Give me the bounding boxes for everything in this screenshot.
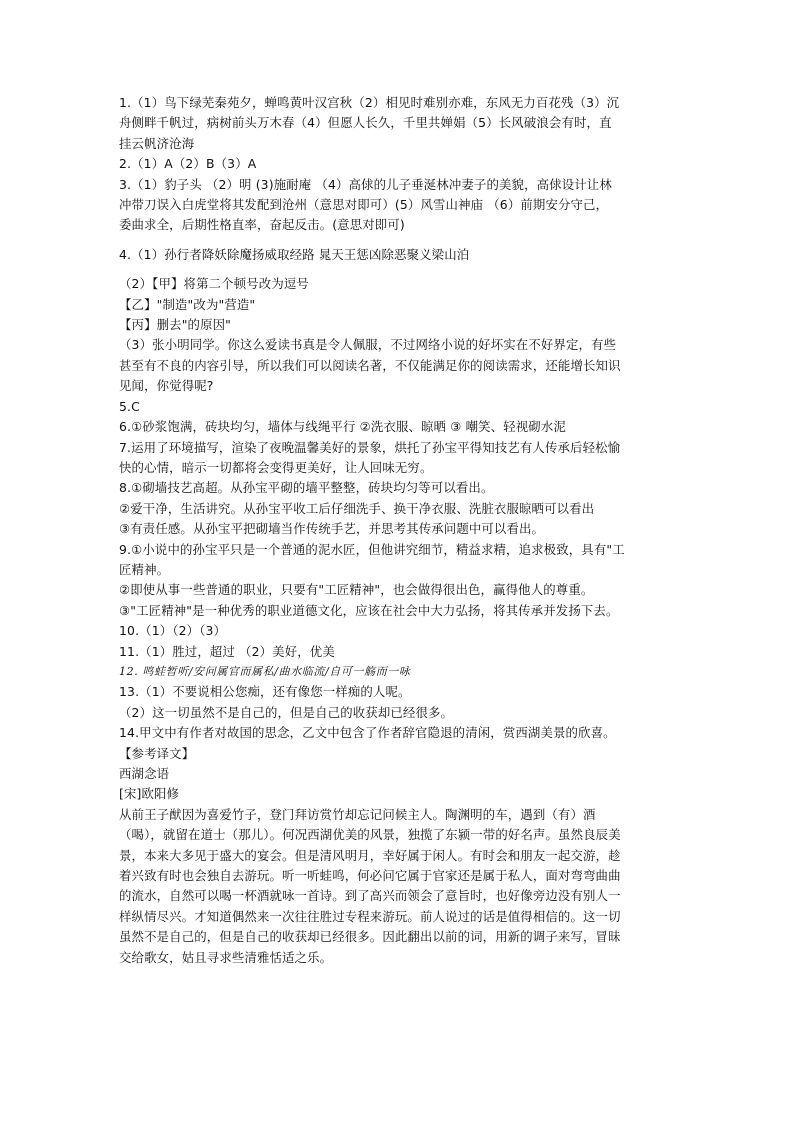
text-line: （2）【甲】将第二个顿号改为逗号: [119, 276, 309, 292]
text-line: ②爱干净，生活讲究。从孙宝平收工后仔细洗手、换干净衣服、洗脏衣服晾晒可以看出: [119, 500, 595, 516]
text-line: 8.①砌墙技艺高超。从孙宝平砌的墙平整整，砖块均匀等可以看出。: [119, 480, 494, 496]
text-line: 快的心情，暗示一切都将会变得更美好，让人回味无穷。: [119, 459, 433, 475]
text-line: ③"工匠精神"是一种优秀的职业道德文化，应该在社会中大力弘扬，将其传承并发扬下去。: [119, 602, 619, 618]
text-line: 的流水，自然可以喝一杯酒就咏一首诗。到了高兴而领会了意旨时，也好像旁边没有别人一: [119, 888, 621, 904]
text-line: 1.（1）鸟下绿芜秦苑夕，蝉鸣黄叶汉宫秋（2）相见时难别亦难，东风无力百花残（3）沉: [119, 95, 620, 110]
text-line: 【丙】删去"的原因": [119, 317, 232, 333]
text-line: 13.（1）不要说相公您痴，还有像您一样痴的人呢。: [119, 684, 411, 700]
text-line: 3.（1）豹子头 （2）明 (3)施耐庵 （4）高俅的儿子垂涎林冲妻子的美貌，高俅设计让林: [119, 176, 612, 192]
text-line: 11.（1）胜过，超过 （2）美好，优美: [119, 643, 335, 659]
text-line: 委曲求全，后期性格直率，奋起反击。(意思对即可): [119, 217, 405, 233]
text-line: 【乙】"制造"改为"营造": [119, 296, 256, 312]
poem-title: 西湖念语: [119, 766, 170, 781]
text-line: ②即使从事一些普通的职业，只要有"工匠精神"，也会做得很出色，赢得他人的尊重。: [119, 582, 594, 598]
text-line: 4.（1）孙行者降妖除魔扬威取经路 晁天王惩凶除恶聚义梁山泊: [119, 246, 470, 262]
text-line: 甚至有不良的内容引导，所以我们可以阅读名著，不仅能满足你的阅读需求，还能增长知识: [119, 357, 621, 373]
text-line: 从前王子猷因为喜爱竹子，登门拜访赏竹却忘记问候主人。陶渊明的车，遇到（有）酒: [119, 806, 596, 822]
text-line: （3）张小明同学。你这么爱读书真是令人佩服，不过网络小说的好坏实在不好界定，有些: [119, 337, 617, 353]
text-line: 2.（1）A（2）B（3）A: [119, 156, 257, 172]
text-line: 匠精神。: [119, 561, 170, 577]
text-line: 9.①小说中的孙宝平只是一个普通的泥水匠，但他讲究细节，精益求精，追求极致，具有"工: [119, 541, 625, 557]
section-heading: 【参考译文】: [119, 745, 195, 761]
text-line: 见闻，你觉得呢?: [119, 378, 214, 394]
text-line: （喝），就留在道士（那儿）。何况西湖优美的风景，独揽了东颍一带的好名声。虽然良辰美: [119, 827, 621, 843]
text-line: 交给歌女，姑且寻求些清雅恬适之乐。: [119, 949, 333, 965]
text-line: （2）这一切虽然不是自己的，但是自己的收获却已经很多。: [119, 704, 454, 720]
text-line: 7.运用了环境描写，渲染了夜晚温馨美好的景象，烘托了孙宝平得知技艺有人传承后轻松愉: [119, 439, 621, 455]
text-line: 冲带刀误入白虎堂将其发配到沧州（意思对即可）(5）风雪山神庙 （6）前期安分守己，: [119, 197, 609, 213]
poem-author: [宋]欧阳修: [119, 786, 180, 802]
text-line: 样纵情尽兴。才知道偶然来一次往往胜过专程来游玩。前人说过的话是值得相信的。这一切: [119, 908, 621, 924]
text-line: 景，本来大多见于盛大的宴会。但是清风明月，幸好属于闲人。有时会和朋友一起交游，趁: [119, 847, 621, 863]
text-line: 6.①砂浆饱满，砖块均匀，墙体与线绳平行 ②洗衣服、晾晒 ③ 嘲笑、轻视砌水泥: [119, 419, 566, 435]
text-line: ③有责任感。从孙宝平把砌墙当作传统手艺，并思考其传承问题中可以看出。: [119, 521, 545, 537]
text-line: 着兴致有时也会独自去游玩。听一听蛙鸣，何必问它属于官家还是属于私人，面对弯弯曲曲: [119, 868, 621, 884]
text-line: 14.甲文中有作者对故国的思念，乙文中包含了作者辞官隐退的清闲，赏西湖美景的欣喜。: [119, 725, 616, 741]
text-line: 挂云帆济沧海: [119, 135, 195, 151]
text-line: 5.C: [119, 398, 140, 414]
text-line: 舟侧畔千帆过，病树前头万木春（4）但愿人长久，千里共婵娟（5）长风破浪会有时，直: [119, 115, 612, 131]
text-line: 虽然不是自己的，但是自己的收获却已经很多。因此翻出以前的词，用新的调子来写，冒昧: [119, 929, 621, 945]
text-line-handwritten-style: 12. 鸣蛙暂听/安问属官而属私/曲水临流/自可一觞而一咏: [119, 664, 411, 678]
text-line: 10.（1）（2）（3）: [119, 623, 227, 639]
answer-document: [119, 93, 687, 968]
